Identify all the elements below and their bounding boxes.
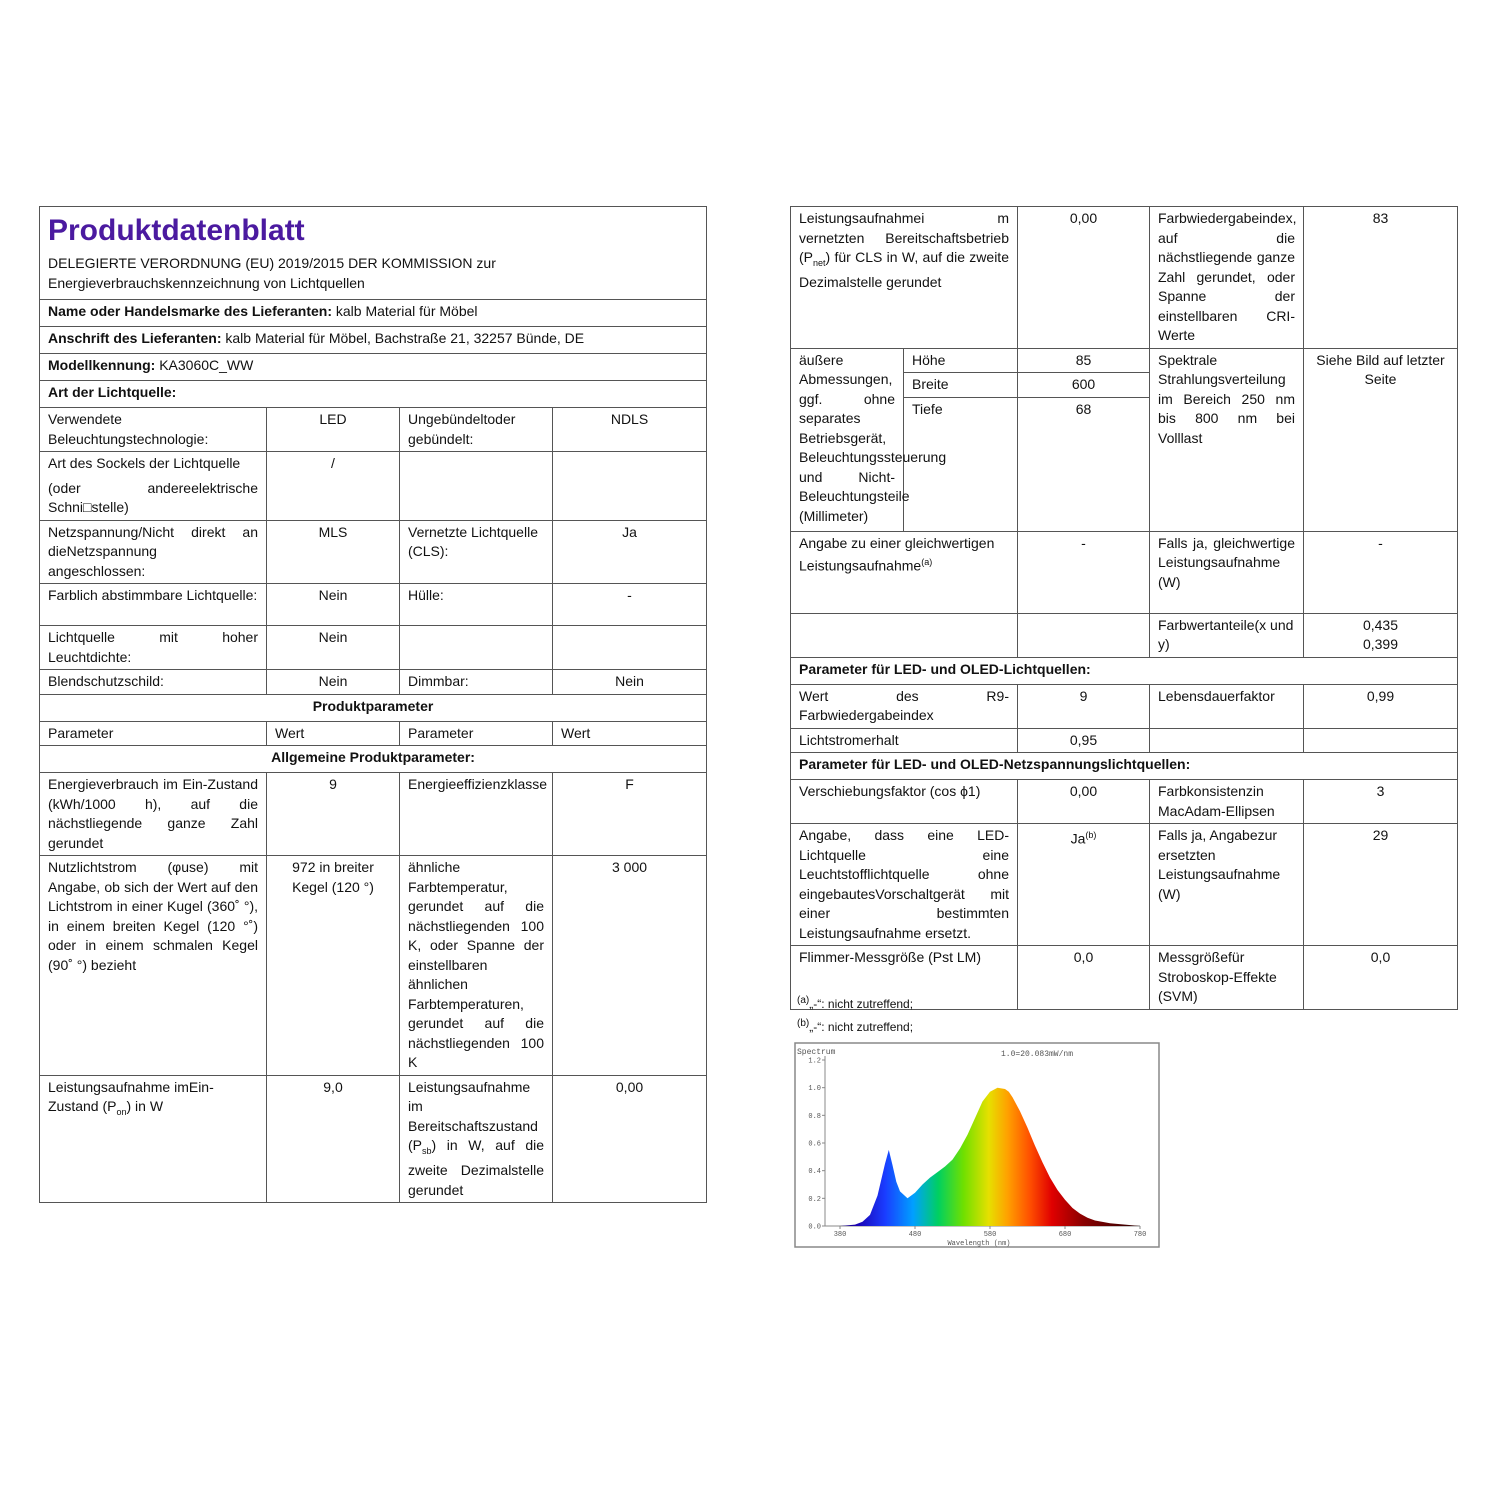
left-datasheet-table — [39, 206, 707, 1203]
x-tick-label: 780 — [1133, 1231, 1147, 1239]
general-params-heading: Allgemeine Produktparameter: — [40, 746, 707, 773]
page-title: Produktdatenblatt — [48, 214, 305, 247]
y-tick-label: 0.2 — [808, 1195, 821, 1204]
equiv-power-value: - — [1304, 531, 1458, 613]
pnet-value: 0,00 — [1018, 207, 1150, 349]
cls-label: Vernetzte Lichtquelle (CLS): — [400, 520, 553, 584]
chart-title: Spectrum — [797, 1048, 836, 1057]
x-tick-label: 380 — [833, 1231, 847, 1239]
x-tick-label: 580 — [983, 1231, 997, 1239]
tunable-label: Farblich abstimmbare Lichtquelle: — [40, 584, 267, 626]
dimmable-label: Dimmbar: — [400, 670, 553, 695]
flicker-label: Flimmer-Messgröße (Pst LM) — [791, 946, 1018, 1010]
cct-value: 3 000 — [553, 856, 707, 1076]
pon-value: 9,0 — [267, 1075, 400, 1203]
product-params-heading: Produktparameter — [40, 694, 707, 721]
energy-label: Energieverbrauch im Ein-Zustand (kWh/1000 h), auf die nächstliegende ganze Zahl gerundet — [40, 773, 267, 856]
col-param-1: Parameter — [40, 721, 267, 746]
y-tick-label: 0.0 — [808, 1223, 821, 1232]
supplier-name-row: Name oder Handelsmarke des Lieferanten: kalb Material für Möbel — [40, 300, 707, 327]
svm-label: Messgrößefür Stroboskop-Effekte (SVM) — [1150, 946, 1304, 1010]
y-tick-label: 0.4 — [808, 1168, 821, 1177]
replace-power-value: 29 — [1304, 824, 1458, 946]
col-value-1: Wert — [267, 721, 400, 746]
dims-label: äußere Abmessungen, ggf. ohne separates Betriebsgerät, Beleuchtungssteuerung und Nicht-Beleuchtungsteile (Millimeter) — [791, 348, 904, 531]
r9-label: Wert des R9-Farbwiedergabeindex — [791, 684, 1018, 728]
right-datasheet-table — [790, 206, 1458, 1010]
chart-subtitle: 1.0=20.083mW/nm — [1001, 1050, 1074, 1059]
focus-value: NDLS — [553, 408, 707, 452]
equiv-power-label: Falls ja, gleichwertige Leistungsaufnahme (W) — [1150, 531, 1304, 613]
height-label: Höhe — [904, 348, 1018, 373]
lumen-maint-value: 0,95 — [1018, 728, 1150, 753]
spectrum-chart — [794, 1042, 1160, 1248]
replace-label: Angabe, dass eine LED-Lichtquelle eine Leuchtstofflichtquelle ohne eingebautesVorschaltgerät mit einer bestimmten Leistungsaufnahme ersetzt. — [791, 824, 1018, 946]
flicker-value: 0,0 — [1018, 946, 1150, 1010]
spectrum-value: Siehe Bild auf letzter Seite — [1304, 348, 1458, 531]
col-param-2: Parameter — [400, 721, 553, 746]
cls-value: Ja — [553, 520, 707, 584]
cct-label: ähnliche Farbtemperatur, gerundet auf die nächstliegenden 100 K, oder Spanne der einstellbaren ähnlichen Farbtemperaturen, gerundet auf die nächstliegenden 100 K — [400, 856, 553, 1076]
svm-value: 0,0 — [1304, 946, 1458, 1010]
x-tick-label: 480 — [908, 1231, 922, 1239]
width-label: Breite — [904, 373, 1018, 398]
address-row: Anschrift des Lieferanten: kalb Material für Möbel, Bachstraße 21, 32257 Bünde, DE — [40, 327, 707, 354]
chroma-label: Farbwertanteile(x und y) — [1150, 613, 1304, 657]
envelope-label: Hülle: — [400, 584, 553, 626]
model-row: Modellkennung: KA3060C_WW — [40, 354, 707, 381]
eeclass-label: Energieeffizienzklasse — [400, 773, 553, 856]
macadam-value: 3 — [1304, 780, 1458, 824]
col-value-2: Wert — [553, 721, 707, 746]
header-cell — [40, 207, 707, 300]
mains-params-heading: Parameter für LED- und OLED-Netzspannungslichtquellen: — [791, 753, 1458, 780]
pon-label: Leistungsaufnahme imEin-Zustand $(P_{on})$ in W — [40, 1075, 267, 1203]
regulation-text: DELEGIERTE VERORDNUNG (EU) 2019/2015 DER KOMMISSION zur Energieverbrauchskennzeichnung von Lichtquellen — [48, 255, 496, 291]
displacement-value: 0,00 — [1018, 780, 1150, 824]
displacement-label: Verschiebungsfaktor (cos ϕ1) — [791, 780, 1018, 824]
lumen-maint-label: Lichtstromerhalt — [791, 728, 1018, 753]
survival-value: 0,99 — [1304, 684, 1458, 728]
luminance-label: Lichtquelle mit hoher Leuchtdichte: — [40, 626, 267, 670]
chroma-value: 0,435 0,399 — [1304, 613, 1458, 657]
psb-label: Leistungsaufnahme im Bereitschaftszustand $(P_{sb})$ in W, auf die zweite Dezimalstelle gerundet — [400, 1075, 553, 1203]
luminance-value: Nein — [267, 626, 400, 670]
y-tick-label: 1.0 — [808, 1085, 821, 1094]
cri-label: Farbwiedergabeindex, auf die nächstliegende ganze Zahl gerundet, oder Spanne der einstellbaren CRI-Werte — [1150, 207, 1304, 349]
replace-power-label: Falls ja, Angabezur ersetzten Leistungsaufnahme (W) — [1150, 824, 1304, 946]
envelope-value: - — [553, 584, 707, 626]
flux-value: 972 in breiter Kegel (120 °) — [267, 856, 400, 1076]
macadam-label: Farbkonsistenzin MacAdam-Ellipsen — [1150, 780, 1304, 824]
mains-value: MLS — [267, 520, 400, 584]
socket-label: Art des Sockels der Lichtquelle (oder andereelektrische Schni□stelle) — [40, 452, 267, 521]
socket-value: / — [267, 452, 400, 521]
dimmable-value: Nein — [553, 670, 707, 695]
replace-value: Ja$^{(b)}$ — [1018, 824, 1150, 946]
depth-value: 68 — [1018, 397, 1150, 421]
tunable-value: Nein — [267, 584, 400, 626]
type-heading: Art der Lichtquelle: — [40, 381, 707, 408]
flux-label: Nutzlichtstrom (φuse) mit Angabe, ob sich der Wert auf den Lichtstrom in einer Kugel (360˚ °), in einem breiten Kegel (120 °˚) oder in einem schmalen Kegel (90˚ °) bezieht — [40, 856, 267, 1076]
y-tick-label: 0.6 — [808, 1140, 821, 1149]
eeclass-value: F — [553, 773, 707, 856]
glare-label: Blendschutzschild: — [40, 670, 267, 695]
footnote-a: $^{(a)}$„-“: nicht zutreffend; — [797, 995, 914, 1011]
x-tick-label: 680 — [1058, 1231, 1072, 1239]
height-value: 85 — [1018, 348, 1150, 373]
spectrum-label: Spektrale Strahlungsverteilung im Bereich 250 nm bis 800 nm bei Volllast — [1150, 348, 1304, 531]
led-params-heading: Parameter für LED- und OLED-Lichtquellen: — [791, 657, 1458, 684]
psb-value: 0,00 — [553, 1075, 707, 1203]
focus-label: Ungebündeltoder gebündelt: — [400, 408, 553, 452]
equiv-label: Angabe zu einer gleichwertigen Leistungsaufnahme$^{(a)}$ — [791, 531, 1018, 613]
footnote-b: $^{(b)}$„-“: nicht zutreffend; — [797, 1018, 914, 1034]
equiv-value: - — [1018, 531, 1150, 613]
glare-value: Nein — [267, 670, 400, 695]
mains-label: Netzspannung/Nicht direkt an dieNetzspannung angeschlossen: — [40, 520, 267, 584]
y-tick-label: 0.8 — [808, 1112, 821, 1121]
survival-label: Lebensdauerfaktor — [1150, 684, 1304, 728]
y-tick-label: 1.2 — [808, 1057, 821, 1066]
width-value: 600 — [1018, 373, 1150, 398]
energy-value: 9 — [267, 773, 400, 856]
pnet-label: Leistungsaufnahmei m vernetzten Bereitschaftsbetrieb $(P_{net})$ für CLS in W, auf die zweite Dezimalstelle gerundet — [791, 207, 1018, 349]
r9-value: 9 — [1018, 684, 1150, 728]
cri-value: 83 — [1304, 207, 1458, 349]
technology-value: LED — [267, 408, 400, 452]
depth-label: Tiefe — [904, 397, 1018, 421]
x-axis-label: Wavelength (nm) — [947, 1240, 1011, 1248]
technology-label: Verwendete Beleuchtungstechnologie: — [40, 408, 267, 452]
